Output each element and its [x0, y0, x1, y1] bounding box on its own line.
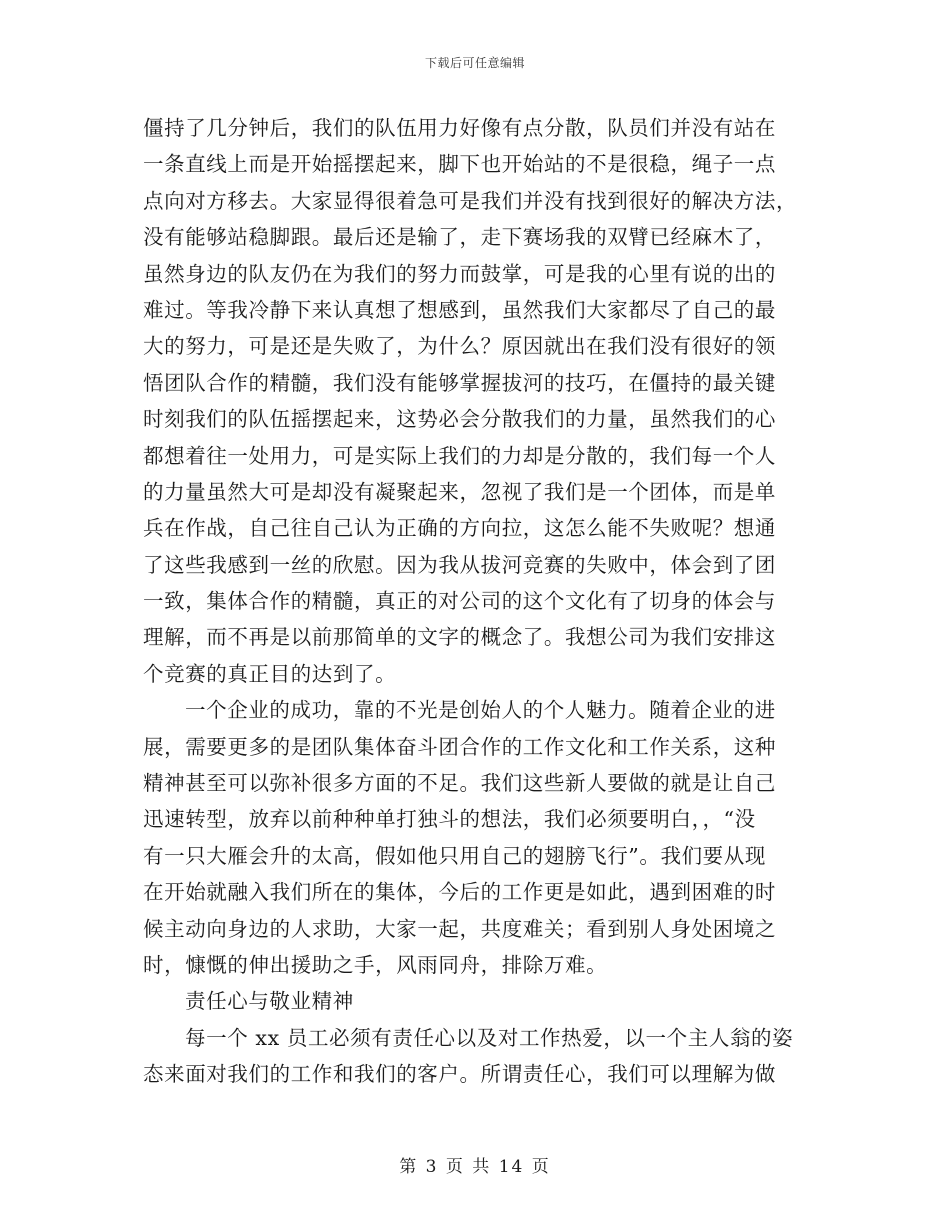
text-line: 在开始就融入我们所在的集体，今后的工作更是如此，遇到困难的时 [143, 880, 776, 905]
text-line-indented: 每一个 xx 员工必须有责任心以及对工作热爱，以一个主人翁的姿 [185, 1025, 794, 1050]
text-line: 时刻我们的队伍摇摆起来，这势必会分散我们的力量，虽然我们的心 [143, 407, 776, 432]
text-line: 展，需要更多的是团队集体奋斗团合作的工作文化和工作关系，这种 [143, 734, 776, 759]
text-line: 的力量虽然大可是却没有凝聚起来，忽视了我们是一个团体，而是单 [143, 479, 776, 504]
text-line: 大的努力，可是还是失败了，为什么？原因就出在我们没有很好的领 [143, 334, 776, 359]
section-heading: 责任心与敬业精神 [185, 989, 354, 1014]
text-line: 有一只大雁会升的太高，假如他只用自己的翅膀飞行”。我们要从现 [143, 843, 766, 868]
text-line: 迅速转型，放弃以前种种单打独斗的想法，我们必须要明白，，“没 [143, 807, 756, 832]
text-line: 难过。等我冷静下来认真想了想感到，虽然我们大家都尽了自己的最 [143, 297, 776, 322]
text-line: 都想着往一处用力，可是实际上我们的力却是分散的，我们每一个人 [143, 443, 776, 468]
header-note: 下载后可任意编辑 [424, 56, 525, 70]
text-line: 时，慷慨的伸出援助之手，风雨同舟，排除万难。 [143, 952, 608, 977]
text-line: 点向对方移去。大家显得很着急可是我们并没有找到很好的解决方法， [143, 188, 798, 213]
text-line: 兵在作战，自己往自己认为正确的方向拉，这怎么能不失败呢？想通 [143, 516, 776, 541]
text-line: 悟团队合作的精髓，我们没有能够掌握拔河的技巧，在僵持的最关键 [143, 370, 776, 395]
text-line: 一条直线上而是开始摇摆起来，脚下也开始站的不是很稳，绳子一点 [143, 152, 776, 177]
body-text [143, 110, 803, 1093]
text-line: 精神甚至可以弥补很多方面的不足。我们这些新人要做的就是让自己 [143, 771, 776, 796]
text-line: 没有能够站稳脚跟。最后还是输了，走下赛场我的双臂已经麻木了， [143, 225, 776, 250]
text-line: 一致，集体合作的精髓，真正的对公司的这个文化有了切身的体会与 [143, 589, 776, 614]
text-line: 态来面对我们的工作和我们的客户。所谓责任心，我们可以理解为做 [143, 1062, 776, 1087]
page-number-footer: 第 3 页 共 14 页 [399, 1157, 551, 1177]
text-line: 候主动向身边的人求助，大家一起，共度难关；看到别人身处困境之 [143, 916, 776, 941]
text-line: 僵持了几分钟后，我们的队伍用力好像有点分散，队员们并没有站在 [143, 116, 776, 140]
text-line: 了这些我感到一丝的欣慰。因为我从拔河竞赛的失败中，体会到了团 [143, 552, 776, 577]
text-line: 虽然身边的队友仍在为我们的努力而鼓掌，可是我的心里有说的出的 [143, 261, 776, 286]
text-line-indented: 一个企业的成功，靠的不光是创始人的个人魅力。随着企业的进 [185, 698, 776, 723]
text-line: 理解，而不再是以前那简单的文字的概念了。我想公司为我们安排这 [143, 625, 776, 650]
text-line: 个竞赛的真正目的达到了。 [143, 661, 397, 686]
